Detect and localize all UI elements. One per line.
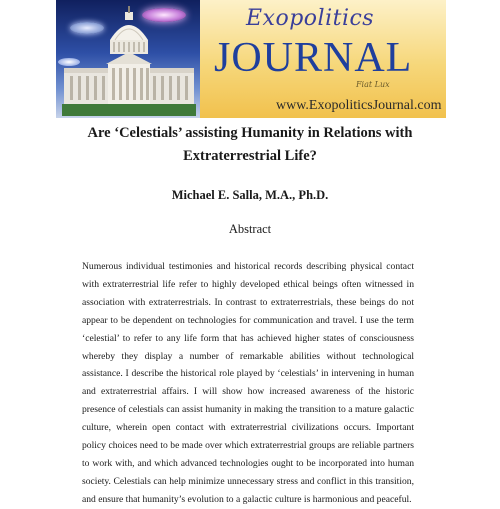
masthead <box>206 0 446 118</box>
abstract-text: Numerous individual testimonies and historical records describing physical contact with extraterrestrial life refer to highly developed ethical beings often witnessed in association with extraterrestrials. In contrast to extraterrestrials, these beings do not appear to be dependent on technologies for communication and travel. I use the term ‘celestial’ to refer to any life form that has achieved higher states of consciousness whereby they display a number of remarkable abilities without technological assistance. I describe the historical role played by ‘celestials’ in intervening in human and extraterrestrial affairs. I will show how increased awareness of the historic presence of celestials can assist humanity in making the transition to a mature galactic culture, wherein open contact with extraterrestrial civilizations occurs. Important policy choices need to be made over which extraterrestrial groups are reliable partners to work with, and which advanced technologies ought to be incorporated into human society. Celestials can help minimize unnecessary stress and conflict in this transition, and ensure that humanity’s evolution to a galactic culture is harmonious and peaceful. <box>82 261 414 505</box>
capitol-building-icon <box>62 6 196 116</box>
capitol-ufo-image <box>56 0 200 118</box>
website-url: www.ExopoliticsJournal.com <box>276 98 442 113</box>
brand-journal-title: JOURNAL <box>214 35 413 81</box>
paper-author: Michael E. Salla, M.A., Ph.D. <box>171 188 329 202</box>
motto: Fiat Lux <box>356 80 390 89</box>
paper-title: Are ‘Celestials’ assisting Humanity in Relations with Extraterrestrial Life? <box>87 125 413 164</box>
journal-banner <box>56 0 446 118</box>
abstract-heading: Abstract <box>228 222 272 236</box>
brand-script-title: Exopolitics <box>246 6 375 31</box>
